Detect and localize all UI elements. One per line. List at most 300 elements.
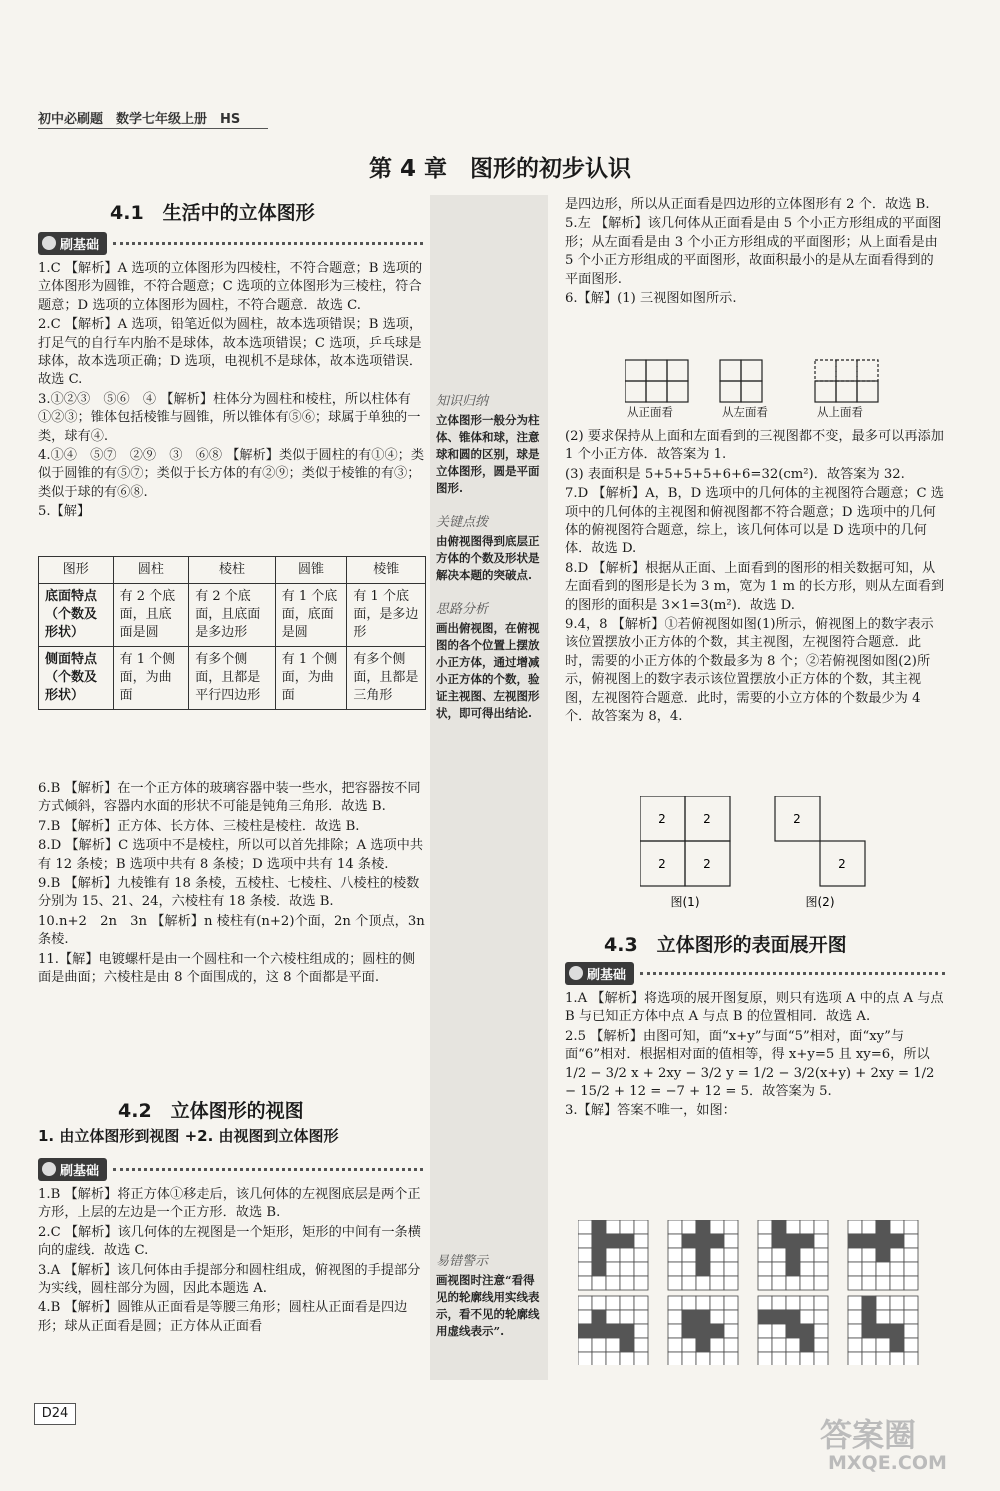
answer-item: 2.5 【解析】由图可知，面“x+y”与面“5”相对，面“xy”与面“6”相对．根据相对面的值相等，得 x+y=5 且 xy=6，所以 1/2 − 3/2 x + 2xy − 3/2 y = 1/2 − 3/2(x+y) + 2xy = 1/2 − 15/2 + 12 = −7 + 12 = 5．故答案为 5. (565, 1028, 935, 1100)
net-grid-cell (814, 1276, 828, 1290)
net-grid-cell (848, 1338, 862, 1352)
net-grid-cell (606, 1262, 620, 1276)
table-cell: 有 1 个侧面，为曲面 (275, 647, 347, 710)
net-grid-cell (578, 1296, 592, 1310)
net-grid-cell (668, 1324, 682, 1338)
net-face (862, 1296, 876, 1310)
answer-item: 5.【解】 (38, 504, 91, 520)
figure-label: 图(2) (805, 895, 835, 909)
answer-item: 6.【解】(1) 三视图如图所示. (565, 291, 737, 307)
net-grid-cell (876, 1338, 890, 1352)
table-cell: 底面特点（个数及形状） (39, 584, 114, 647)
net-grid-cell (786, 1220, 800, 1234)
net-grid-cell (904, 1234, 918, 1248)
cell-count: 2 (658, 857, 666, 871)
net-grid-cell (606, 1338, 620, 1352)
net-grid-cell (876, 1352, 890, 1365)
answer-item: (2) 要求保持从上面和左面看到的三视图都不变，最多可以再添加 1 个小正方体．故答案为 1. (565, 429, 944, 463)
net-face (876, 1324, 890, 1338)
net-grid-cell (904, 1310, 918, 1324)
net-face (620, 1338, 634, 1352)
net-grid-cell (724, 1324, 738, 1338)
answer-item: 7.B 【解析】正方体、长方体、三棱柱是棱柱．故选 B. (38, 818, 360, 834)
answer-item: 6.B 【解析】在一个正方体的玻璃容器中装一些水，把容器按不同方式倾斜，容器内水面的形状不可能是钝角三角形．故选 B. (38, 781, 421, 815)
net-face (786, 1310, 800, 1324)
net-grid-cell (724, 1310, 738, 1324)
net-grid-cell (606, 1276, 620, 1290)
watermark: 答案圈 (820, 1416, 917, 1454)
net-grid-cell (814, 1234, 828, 1248)
grid-square (857, 360, 878, 381)
answer-item: 11.【解】电镀螺杆是由一个圆柱和一个六棱柱组成的；圆柱的侧面是曲面；六棱柱是由 8 个面围成的，这 8 个面都是平面. (38, 951, 416, 986)
grid-square (815, 381, 836, 402)
section-4-2-answers (38, 1186, 426, 1337)
net-grid-cell (634, 1310, 648, 1324)
net-face (620, 1234, 634, 1248)
net-grid-cell (890, 1276, 904, 1290)
net-grid-cell (772, 1324, 786, 1338)
table-header-cell: 圆锥 (275, 557, 347, 584)
answer-item: 8.D 【解析】根据从正面、上面看到的图形的相关数据可知，从左面看到的图形是长为 3 m，宽为 1 m 的长方形，则从左面看到的图形的面积是 3×1=3(m²)．故选 D. (565, 560, 945, 613)
net-grid-cell (890, 1220, 904, 1234)
net-grid-cell (904, 1262, 918, 1276)
net-face (876, 1234, 890, 1248)
net-grid-cell (800, 1220, 814, 1234)
net-face (862, 1310, 876, 1324)
net-grid-cell (724, 1338, 738, 1352)
net-face (758, 1310, 772, 1324)
net-grid-cell (620, 1248, 634, 1262)
net-grid-cell (668, 1276, 682, 1290)
net-grid-cell (592, 1338, 606, 1352)
net-grid-cell (606, 1310, 620, 1324)
net-grid-cell (620, 1276, 634, 1290)
net-grid-cell (876, 1276, 890, 1290)
net-grid-cell (634, 1352, 648, 1365)
net-grid-cell (578, 1338, 592, 1352)
net-grid-cell (890, 1352, 904, 1365)
net-grid-cell (890, 1248, 904, 1262)
net-grid-cell (578, 1248, 592, 1262)
net-grid-cell (876, 1262, 890, 1276)
side-note-heading: 关键点拨 (436, 515, 489, 530)
cell-count: 2 (838, 857, 846, 871)
answer-item: 3.【解】答案不唯一，如图： (565, 1103, 736, 1119)
net-grid-cell (758, 1220, 772, 1234)
net-grid-cell (772, 1262, 786, 1276)
grid-square (836, 381, 857, 402)
answer-item: 3.A 【解析】该几何体由手提部分和圆柱组成，俯视图的手提部分为实线，圆柱部分为圆，因此本题选 A. (38, 1262, 421, 1297)
net-grid-cell (620, 1220, 634, 1234)
net-grid-cell (814, 1296, 828, 1310)
answer-item: 7.D 【解析】A，B，D 选项中的几何体的主视图符合题意；C 选项中的几何体的主视图和俯视图都不符合题意；D 选项中的几何体的俯视图符合题意，综上，该几何体可以是 D 选项中的几何体．故选 D. (565, 486, 944, 557)
net-face (772, 1310, 786, 1324)
net-grid-cell (724, 1248, 738, 1262)
net-face (772, 1220, 786, 1234)
brush-icon (569, 966, 583, 980)
grid-square (720, 360, 741, 381)
net-grid-cell (682, 1352, 696, 1365)
net-grid-cell (758, 1276, 772, 1290)
net-grid-cell (696, 1276, 710, 1290)
net-grid-cell (758, 1324, 772, 1338)
net-grid-cell (620, 1296, 634, 1310)
net-grid-cell (758, 1262, 772, 1276)
net-grid-cell (890, 1262, 904, 1276)
net-grid-cell (682, 1248, 696, 1262)
net-face (696, 1338, 710, 1352)
net-grid-cell (682, 1262, 696, 1276)
net-grid-cell (578, 1276, 592, 1290)
net-grid-cell (848, 1352, 862, 1365)
net-grid-cell (606, 1296, 620, 1310)
net-grid-cell (724, 1234, 738, 1248)
net-grid-cell (758, 1352, 772, 1365)
side-note-text: 立体图形一般分为柱体、锥体和球，注意球和圆的区别，球是立体图形，圆是平面图形. (436, 413, 540, 495)
grid-square (667, 360, 688, 381)
net-grid-cell (772, 1276, 786, 1290)
answer-item: 9.4，8 【解析】①若俯视图如图(1)所示，俯视图上的数字表示该位置摆放小正方体的个数，其主视图，左视图符合题意．此时，需要的小正方体的个数最多为 8 个；②若俯视图如图(2)所示，俯视图上的数字表示该位置摆放小正方体的个数，其主视图，左视图符合题意．此时，需要的小立方体的个数最少为 4 个．故答案为 8，4. (565, 617, 934, 725)
net-grid-cell (876, 1310, 890, 1324)
net-grid-cell (786, 1296, 800, 1310)
net-face (696, 1310, 710, 1324)
net-grid-cell (696, 1352, 710, 1365)
side-note-heading: 易错警示 (436, 1254, 489, 1269)
net-grid-cell (592, 1276, 606, 1290)
table-header-cell: 棱锥 (347, 557, 426, 584)
net-face (862, 1234, 876, 1248)
section-4-3-title: 4.3 立体图形的表面展开图 (604, 934, 847, 956)
net-grid-cell (904, 1296, 918, 1310)
view-label: 从上面看 (817, 405, 863, 419)
net-grid-cell (710, 1276, 724, 1290)
net-grid-cell (682, 1220, 696, 1234)
net-grid-cell (710, 1248, 724, 1262)
net-grid-cell (848, 1276, 862, 1290)
grid-square (625, 381, 646, 402)
net-face (592, 1324, 606, 1338)
table-cell: 有 1 个底面，是多边形 (347, 584, 426, 647)
answer-item: 4.B 【解析】圆锥从正面看是等腰三角形；圆柱从正面看是四边形；球从正面看是圆；正方体从正面看 (38, 1300, 408, 1334)
net-grid-cell (786, 1338, 800, 1352)
net-face (890, 1324, 904, 1338)
net-grid-cell (800, 1248, 814, 1262)
net-grid-cell (634, 1296, 648, 1310)
net-grid-cell (620, 1262, 634, 1276)
side-note-heading: 知识归纳 (436, 394, 489, 409)
net-grid-cell (710, 1338, 724, 1352)
table-cell: 有 1 个侧面，为曲面 (113, 647, 189, 710)
grid-square (815, 360, 836, 381)
net-grid-cell (634, 1248, 648, 1262)
cell-count: 2 (658, 812, 666, 826)
cell-count: 2 (703, 857, 711, 871)
net-grid-cell (578, 1220, 592, 1234)
net-grid-cell (814, 1338, 828, 1352)
figure-label: 图(1) (670, 895, 700, 909)
net-grid-cell (682, 1296, 696, 1310)
side-note-text: 画出俯视图，在俯视图的各个位置上摆放小正方体，通过增减小正方体的个数，验证主视图、左视图形状，即可得出结论. (436, 621, 540, 720)
section-4-1-answers-2 (38, 780, 426, 988)
net-grid-cell (862, 1338, 876, 1352)
answer-item: 9.B 【解析】九棱锥有 18 条棱，五棱柱、七棱柱、八棱柱的棱数分别为 15、21、24，六棱柱有 18 条棱．故选 B. (38, 876, 420, 910)
net-grid-cell (724, 1220, 738, 1234)
net-grid-cell (772, 1248, 786, 1262)
net-face (592, 1248, 606, 1262)
answer-item: (3) 表面积是 5+5+5+5+6+6=32(cm²)．故答案为 32. (565, 466, 905, 482)
net-face (606, 1234, 620, 1248)
net-grid-cell (620, 1352, 634, 1365)
section-4-1-answers (38, 260, 426, 523)
net-face (682, 1234, 696, 1248)
net-grid-cell (606, 1220, 620, 1234)
net-face (848, 1234, 862, 1248)
net-grid-cell (634, 1220, 648, 1234)
grid-square (741, 360, 762, 381)
header-rule (38, 128, 268, 129)
table-cell: 有 1 个底面，底面是圆 (275, 584, 347, 647)
net-grid-cell (876, 1296, 890, 1310)
section-4-2-subtitle: 1. 由立体图形到视图 +2. 由视图到立体图形 (38, 1127, 339, 1145)
net-grid-cell (772, 1296, 786, 1310)
net-grid-cell (786, 1352, 800, 1365)
net-face (592, 1220, 606, 1234)
net-grid-cell (696, 1296, 710, 1310)
grid-square (646, 381, 667, 402)
net-grid-cell (620, 1310, 634, 1324)
net-face (786, 1262, 800, 1276)
net-grid-cell (668, 1262, 682, 1276)
net-grid-cell (772, 1352, 786, 1365)
net-grid-cell (862, 1276, 876, 1290)
net-face (710, 1324, 724, 1338)
net-grid-cell (578, 1234, 592, 1248)
net-face (862, 1324, 876, 1338)
net-face (592, 1234, 606, 1248)
net-face (876, 1220, 890, 1234)
answer-item: 10.n+2 2n 3n 【解析】n 棱柱有(n+2)个面，2n 个顶点，3n 条棱. (38, 913, 425, 948)
net-grid-cell (668, 1296, 682, 1310)
net-face (620, 1324, 634, 1338)
answer-item: 3.①②③ ⑤⑥ ④ 【解析】柱体分为圆柱和棱柱，所以柱体有①②③；锥体包括棱锥与圆锥，所以锥体有⑤⑥；球属于单独的一类，球有④. (38, 391, 421, 444)
net-grid-cell (800, 1296, 814, 1310)
answer-item: 8.D 【解析】C 选项中不是棱柱，所以可以首先排除；A 选项中共有 12 条棱；B 选项中共有 8 条棱；D 选项中共有 14 条棱. (38, 838, 424, 872)
side-note-text: 由俯视图得到底层正方体的个数及形状是解决本题的突破点. (436, 534, 540, 582)
chapter-title: 第 4 章 图形的初步认识 (368, 156, 632, 182)
net-face (876, 1248, 890, 1262)
net-face (682, 1310, 696, 1324)
net-grid-cell (606, 1248, 620, 1262)
net-grid-cell (848, 1248, 862, 1262)
answer-item: 1.C 【解析】A 选项的立体图形为四棱柱，不符合题意；B 选项的立体图形为圆锥，不符合题意；C 选项的立体图形为三棱柱，符合题意；D 选项的立体图形为圆柱，不符合题意．故选 C. (38, 261, 423, 313)
net-grid-cell (814, 1310, 828, 1324)
answer-item: 1.A 【解析】将选项的展开图复原，则只有选项 A 中的点 A 与点 B 与已知正方体中点 A 与点 B 的位置相同．故选 A. (565, 991, 944, 1025)
answer-item: 4.①④ ⑤⑦ ②⑨ ③ ⑥⑧ 【解析】类似于圆柱的有①④；类似于圆锥的有⑤⑦；类似于长方体的有②⑨；类似于棱锥的有③；类似于球的有⑥⑧. (38, 448, 425, 500)
grid-square (720, 381, 741, 402)
net-grid-cell (848, 1324, 862, 1338)
net-face (696, 1220, 710, 1234)
net-grid-cell (786, 1276, 800, 1290)
net-grid-cell (848, 1296, 862, 1310)
answer-item: 5.左 【解析】该几何体从正面看是由 5 个小正方形组成的平面图形；从左面看是由 3 个小正方形组成的平面图形；从上面看是由 5 个小正方形组成的平面图形，故面积最小的是从左面看得到的平面图形. (565, 216, 942, 287)
side-notes (430, 195, 548, 1380)
net-grid-cell (634, 1276, 648, 1290)
net-grid-cell (578, 1352, 592, 1365)
net-grid-cell (904, 1276, 918, 1290)
net-grid-cell (634, 1324, 648, 1338)
net-grid-cell (710, 1352, 724, 1365)
grid-square (646, 360, 667, 381)
net-grid-cell (668, 1338, 682, 1352)
net-face (592, 1310, 606, 1324)
net-grid-cell (758, 1248, 772, 1262)
net-grid-cell (724, 1262, 738, 1276)
net-grid-cell (904, 1248, 918, 1262)
net-grid-cell (814, 1248, 828, 1262)
net-face (696, 1324, 710, 1338)
net-grid-cell (724, 1276, 738, 1290)
right-answers (565, 196, 945, 309)
net-face (682, 1324, 696, 1338)
answer-item: 是四边形，所以从正面看是四边形的立体图形有 2 个．故选 B. (565, 197, 930, 212)
view-label: 从左面看 (722, 405, 768, 419)
answer-item: 1.B 【解析】将正方体①移走后，该几何体的左视图底层是两个正方形，上层的左边是一个正方形．故选 B. (38, 1187, 421, 1221)
table-cell: 侧面特点（个数及形状） (39, 647, 114, 710)
table-cell: 有多个侧面，且都是三角形 (347, 647, 426, 710)
net-grid-cell (772, 1338, 786, 1352)
net-face (800, 1234, 814, 1248)
net-grid-cell (606, 1352, 620, 1365)
cell-count: 2 (703, 812, 711, 826)
net-grid-cell (668, 1248, 682, 1262)
section-4-1-title: 4.1 生活中的立体图形 (110, 202, 315, 224)
badge-basic-2: 刷基础 (38, 1158, 423, 1180)
table-cell: 有 2 个底面，且底面是多边形 (189, 584, 275, 647)
net-grid-cell (668, 1310, 682, 1324)
running-header: 初中必刷题 数学七年级上册 HS (38, 112, 241, 127)
net-grid-cell (848, 1220, 862, 1234)
net-grid-cell (800, 1276, 814, 1290)
table-cell: 有 2 个底面，且底面是圆 (113, 584, 189, 647)
brush-icon (42, 236, 56, 250)
net-face (800, 1338, 814, 1352)
net-face (786, 1234, 800, 1248)
net-face (890, 1234, 904, 1248)
net-grid-cell (634, 1262, 648, 1276)
net-grid-cell (862, 1248, 876, 1262)
net-grid-cell (890, 1296, 904, 1310)
net-grid-cell (710, 1262, 724, 1276)
table-header-cell: 棱柱 (189, 557, 275, 584)
net-face (696, 1262, 710, 1276)
top-view-figures (640, 796, 880, 916)
right-answers-2 (565, 428, 945, 728)
net-face (606, 1324, 620, 1338)
brush-icon (42, 1162, 56, 1176)
net-grid-cell (848, 1262, 862, 1276)
net-grid-cell (800, 1352, 814, 1365)
section-4-3-answers (565, 990, 945, 1122)
grid-square (836, 360, 857, 381)
net-grid-cell (668, 1220, 682, 1234)
net-grid-cell (758, 1296, 772, 1310)
net-grid-cell (578, 1262, 592, 1276)
cell-count: 2 (793, 812, 801, 826)
net-figures (578, 1220, 938, 1365)
net-face (890, 1338, 904, 1352)
table-header-cell: 图形 (39, 557, 114, 584)
net-grid-cell (904, 1338, 918, 1352)
net-grid-cell (592, 1296, 606, 1310)
net-grid-cell (904, 1324, 918, 1338)
net-grid-cell (862, 1220, 876, 1234)
figure-table (38, 556, 426, 710)
table-cell: 有多个侧面，且都是平行四边形 (189, 647, 275, 710)
answer-item: 2.C 【解析】该几何体的左视图是一个矩形，矩形的中间有一条横向的虚线．故选 C. (38, 1224, 421, 1259)
net-grid-cell (634, 1234, 648, 1248)
net-grid-cell (710, 1310, 724, 1324)
net-grid-cell (724, 1296, 738, 1310)
answer-item: 2.C 【解析】A 选项，铅笔近似为圆柱，故本选项错误；B 选项，打足气的自行车内胎不是球体，故本选项错误；C 选项，乒乓球是球体，故本选项正确；D 选项，电视机不是球体，故本选项错误．故选 C. (38, 317, 423, 388)
net-face (786, 1248, 800, 1262)
net-grid-cell (848, 1310, 862, 1324)
net-face (772, 1234, 786, 1248)
side-note-text: 画视图时注意“看得见的轮廓线用实线表示，看不见的轮廓线用虚线表示”. (436, 1273, 540, 1338)
net-grid-cell (904, 1220, 918, 1234)
net-grid-cell (592, 1352, 606, 1365)
grid-square (857, 381, 878, 402)
net-grid-cell (668, 1352, 682, 1365)
grid-square (667, 381, 688, 402)
net-face (578, 1324, 592, 1338)
net-face (696, 1248, 710, 1262)
net-grid-cell (814, 1220, 828, 1234)
net-grid-cell (814, 1262, 828, 1276)
view-label: 从正面看 (627, 405, 673, 419)
net-grid-cell (814, 1352, 828, 1365)
net-face (592, 1262, 606, 1276)
net-grid-cell (710, 1296, 724, 1310)
net-face (800, 1324, 814, 1338)
net-grid-cell (710, 1220, 724, 1234)
watermark-url: MXQE.COM (828, 1452, 947, 1474)
net-grid-cell (758, 1234, 772, 1248)
badge-basic-1: 刷基础 (38, 232, 423, 254)
net-grid-cell (862, 1262, 876, 1276)
grid-square (741, 381, 762, 402)
net-grid-cell (634, 1338, 648, 1352)
net-grid-cell (800, 1262, 814, 1276)
net-grid-cell (682, 1276, 696, 1290)
net-face (710, 1234, 724, 1248)
net-grid-cell (800, 1310, 814, 1324)
net-grid-cell (668, 1234, 682, 1248)
net-face (786, 1324, 800, 1338)
badge-basic-3: 刷基础 (565, 962, 945, 984)
net-grid-cell (724, 1352, 738, 1365)
page-number: D24 (34, 1403, 76, 1425)
side-note-heading: 思路分析 (436, 602, 489, 617)
table-header-cell: 圆柱 (113, 557, 189, 584)
net-grid-cell (578, 1310, 592, 1324)
net-grid-cell (758, 1338, 772, 1352)
grid-square (625, 360, 646, 381)
section-4-2-title: 4.2 立体图形的视图 (118, 1100, 304, 1122)
net-grid-cell (862, 1352, 876, 1365)
net-grid-cell (904, 1352, 918, 1365)
net-grid-cell (814, 1324, 828, 1338)
net-face (696, 1234, 710, 1248)
